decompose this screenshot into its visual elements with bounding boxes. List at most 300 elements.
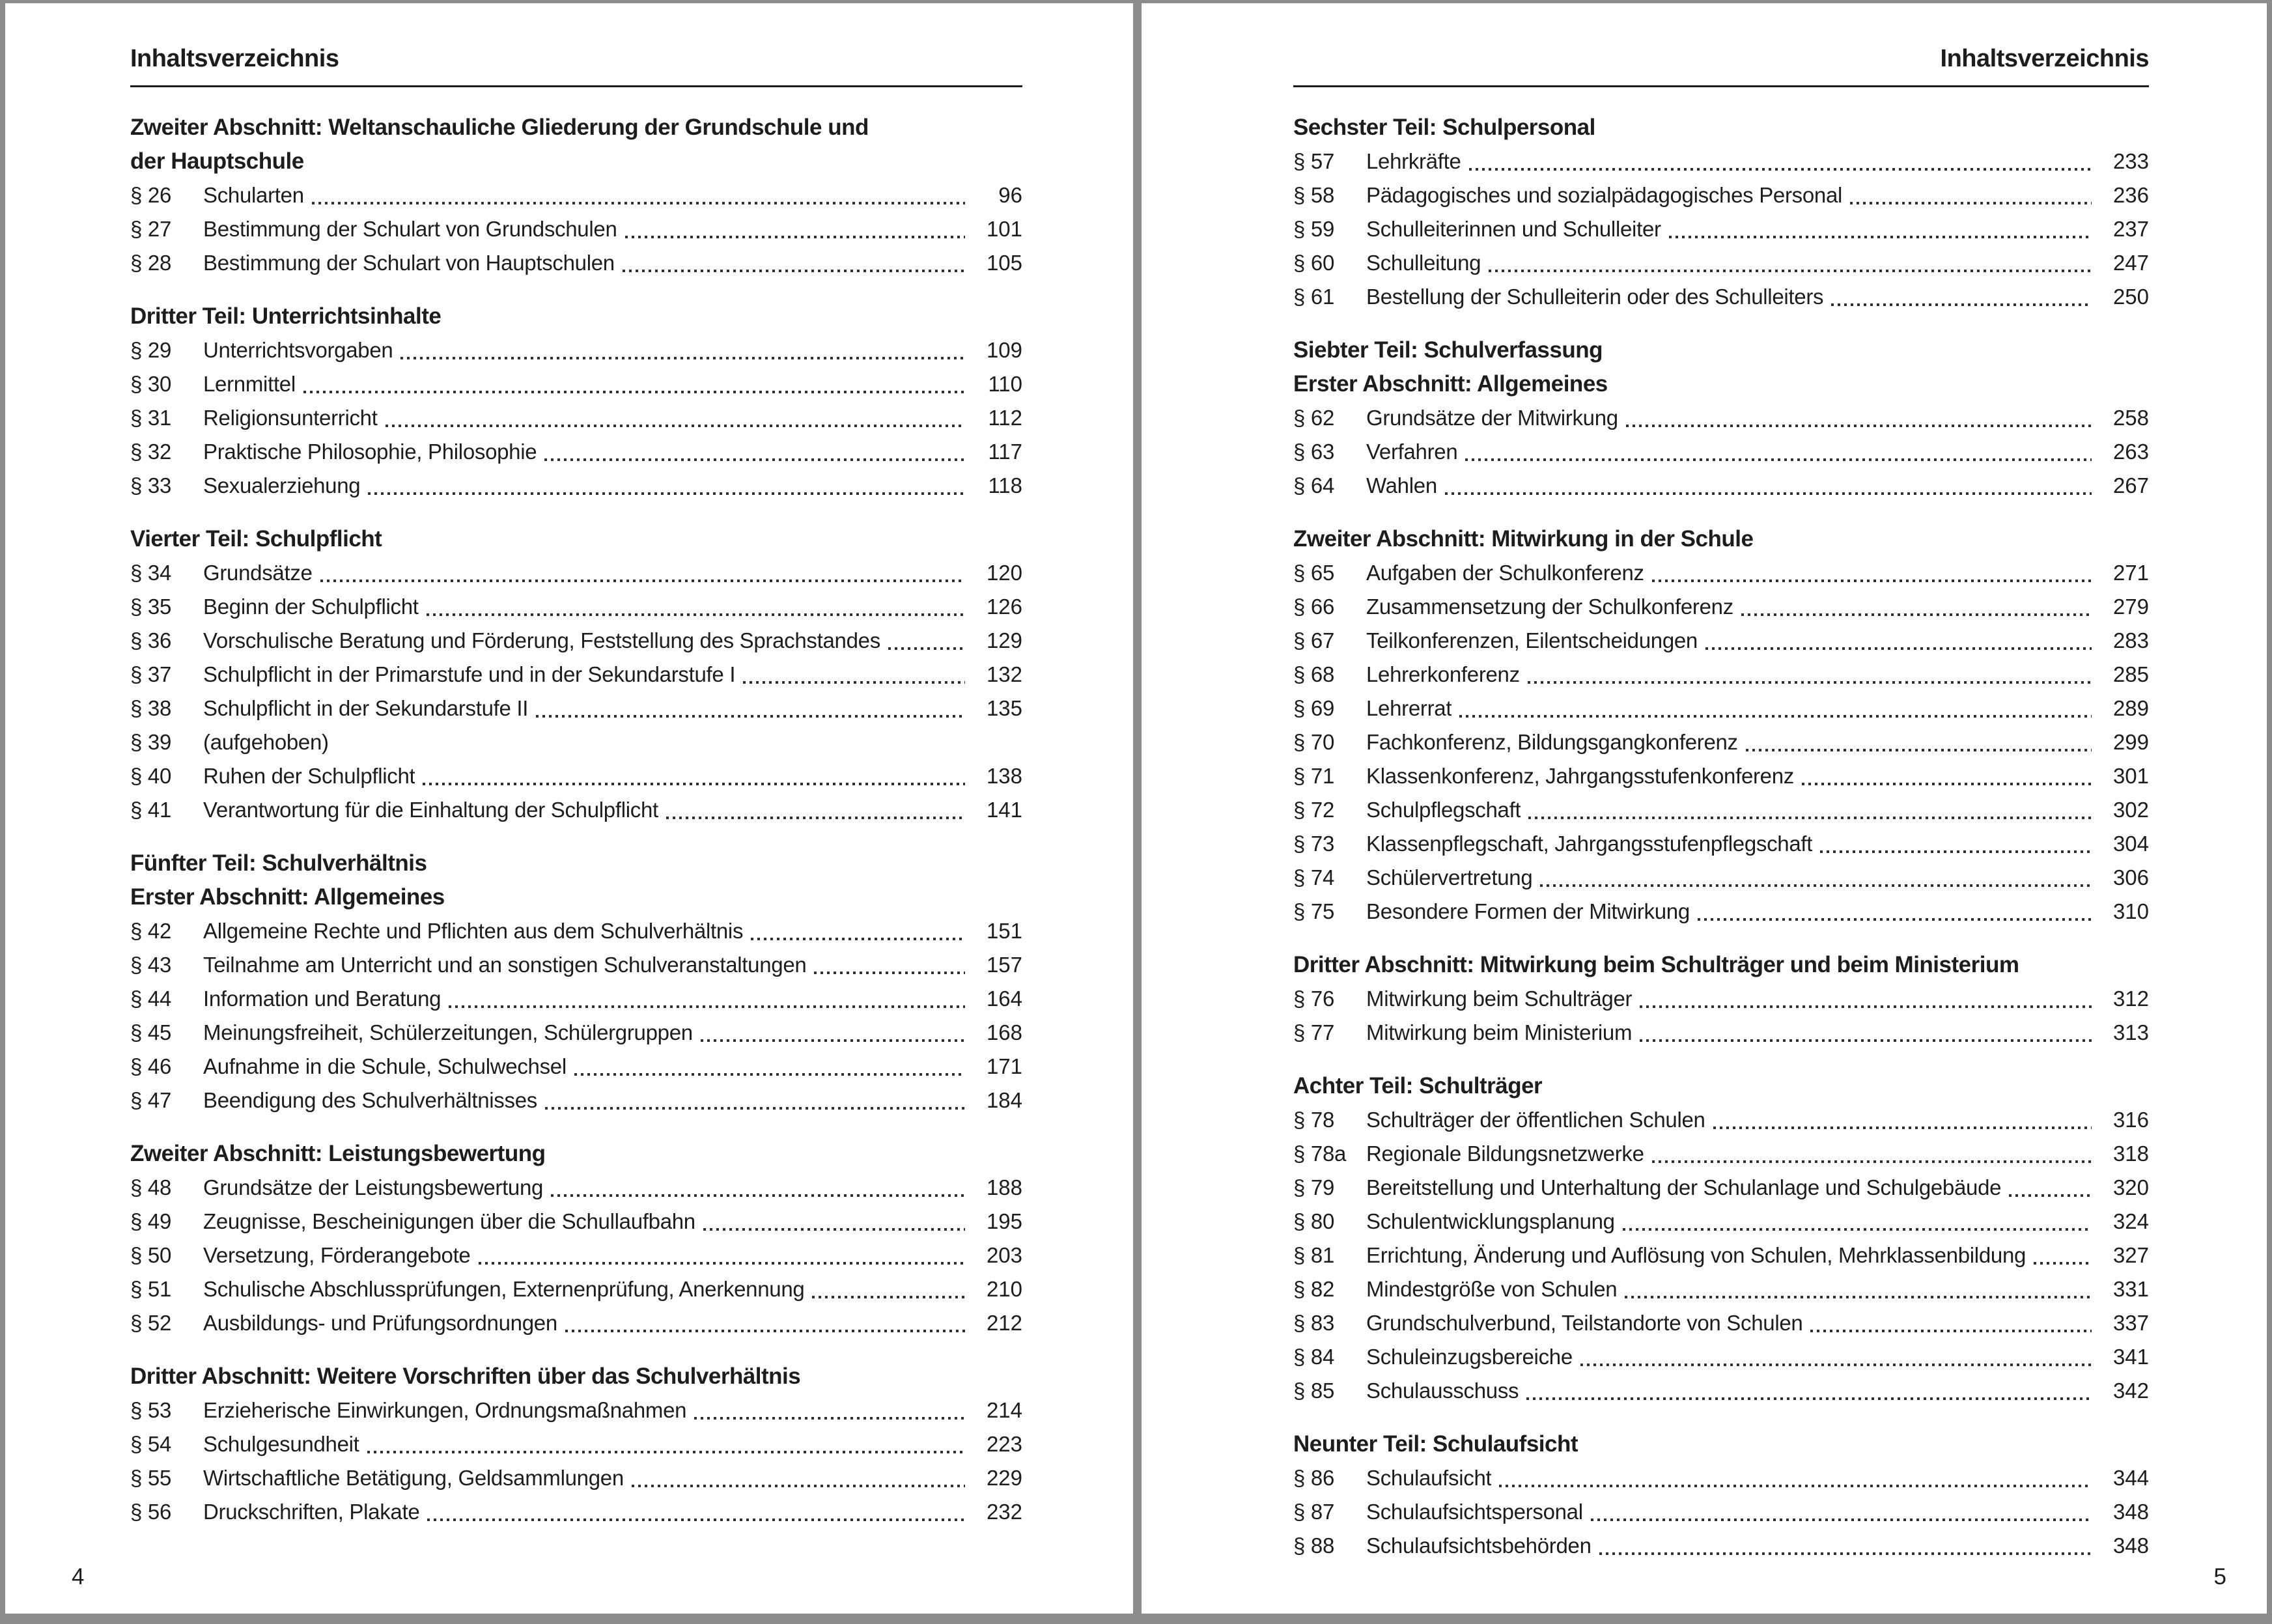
- toc-entry-paragraph: § 74: [1293, 865, 1335, 889]
- toc-entry-page: 299: [2112, 730, 2149, 754]
- toc-entry-page: 313: [2112, 1020, 2149, 1044]
- toc-entry-paragraph: § 60: [1293, 251, 1335, 275]
- toc-entry-paragraph: § 64: [1293, 473, 1335, 497]
- toc-entry-page: 118: [988, 473, 1022, 497]
- toc-entry-title: Errichtung, Änderung und Auflösung von Schulen, Mehrklassenbildung: [1366, 1243, 2027, 1267]
- toc-entry-title: Schulträger der öffentlichen Schulen: [1366, 1108, 1705, 1132]
- toc-entry: [130, 1205, 1022, 1239]
- toc-entry-title: (aufgehoben): [203, 730, 329, 754]
- toc-entry-page: 267: [2112, 473, 2149, 497]
- toc-entry-page: 126: [986, 595, 1022, 619]
- toc-dot-leader: [545, 1107, 965, 1110]
- toc-section-heading-line: Neunter Teil: Schulaufsicht: [1293, 1431, 1578, 1457]
- toc-entry-title: Mitwirkung beim Schulträger: [1366, 987, 1633, 1011]
- toc-entry-paragraph: § 78: [1293, 1108, 1335, 1132]
- toc-entry-paragraph: § 80: [1293, 1209, 1335, 1233]
- toc-entry-title: Regionale Bildungsnetzwerke: [1366, 1141, 1644, 1166]
- toc-entry: [130, 982, 1022, 1016]
- toc-section-entries: [1293, 1103, 2149, 1408]
- toc-entry-paragraph: § 45: [130, 1020, 172, 1044]
- toc-entry-title: Lehrkräfte: [1366, 149, 1461, 173]
- toc-dot-leader: [449, 1005, 965, 1008]
- toc-entry-title: Meinungsfreiheit, Schülerzeitungen, Schülergruppen: [203, 1020, 693, 1044]
- toc-entry-paragraph: § 77: [1293, 1020, 1335, 1044]
- toc-entry-paragraph: § 85: [1293, 1379, 1335, 1403]
- toc-entry: [130, 1272, 1022, 1306]
- toc-entry-title: Schularten: [203, 183, 304, 207]
- toc-entry-paragraph: § 38: [130, 696, 172, 720]
- toc-entry-paragraph: § 65: [1293, 561, 1335, 585]
- toc-entry-title: Erzieherische Einwirkungen, Ordnungsmaßnahmen: [203, 1398, 687, 1422]
- toc-dot-leader: [1499, 1485, 2092, 1487]
- toc-entry: [130, 367, 1022, 401]
- toc-entry-page: 212: [986, 1311, 1022, 1335]
- toc-section-entries: [1293, 1461, 2149, 1563]
- toc-section: [1293, 333, 2149, 503]
- toc-entry-paragraph: § 68: [1293, 662, 1335, 686]
- toc-entry-paragraph: § 35: [130, 595, 172, 619]
- toc-dot-leader: [1669, 236, 2092, 238]
- toc-section-entries: [1293, 556, 2149, 929]
- toc-dot-leader: [1465, 458, 2092, 461]
- header-rule: [1293, 85, 2149, 87]
- toc-dot-leader: [1850, 202, 2092, 204]
- toc-entry-page: 263: [2112, 440, 2149, 464]
- toc-dot-leader: [551, 1194, 965, 1197]
- toc-entry-page: 344: [2112, 1466, 2149, 1490]
- toc-entry: [130, 725, 1022, 759]
- toc-entry-page: 229: [986, 1466, 1022, 1490]
- toc-section: [130, 522, 1022, 827]
- header-rule: [130, 85, 1022, 87]
- toc-entry-paragraph: § 31: [130, 406, 172, 430]
- toc-section-heading-line: Siebter Teil: Schulverfassung: [1293, 337, 1603, 363]
- toc-entry-title: Besondere Formen der Mitwirkung: [1366, 899, 1690, 923]
- toc-dot-leader: [814, 972, 965, 974]
- toc-dot-leader: [2009, 1194, 2092, 1197]
- toc-entry-paragraph: § 26: [130, 183, 172, 207]
- toc-entry-page: 110: [988, 372, 1022, 396]
- toc-entry-title: Zusammensetzung der Schulkonferenz: [1366, 595, 1733, 619]
- toc-dot-leader: [666, 817, 965, 819]
- toc-entry: [1293, 982, 2149, 1016]
- toc-entry: [130, 469, 1022, 503]
- toc-entry-paragraph: § 55: [130, 1466, 172, 1490]
- toc-dot-leader: [703, 1228, 965, 1231]
- toc-entry-page: 348: [2112, 1500, 2149, 1524]
- toc-dot-leader: [1831, 303, 2092, 306]
- toc-entry-title: Beginn der Schulpflicht: [203, 595, 419, 619]
- toc-entry-page: 327: [2112, 1243, 2149, 1267]
- toc-section: [130, 111, 1022, 280]
- toc-section-heading: [1293, 333, 2149, 401]
- toc-entry-title: Praktische Philosophie, Philosophie: [203, 440, 537, 464]
- toc-entry: [130, 1306, 1022, 1340]
- toc-entry-page: 233: [2112, 149, 2149, 173]
- toc-dot-leader: [888, 647, 965, 650]
- toc-entry: [130, 624, 1022, 658]
- toc-dot-leader: [1741, 613, 2092, 616]
- toc-entry-page: 105: [986, 251, 1022, 275]
- toc-entry-paragraph: § 30: [130, 372, 172, 396]
- toc-dot-leader: [1599, 1552, 2092, 1555]
- toc-entry: [130, 1461, 1022, 1495]
- toc-entry-page: 289: [2112, 696, 2149, 720]
- toc-dot-leader: [1810, 1330, 2092, 1332]
- toc-sections: [1293, 111, 2149, 1563]
- toc-entry: [1293, 1495, 2149, 1529]
- toc-entry-title: Pädagogisches und sozialpädagogisches Personal: [1366, 183, 1843, 207]
- toc-section-heading: [1293, 1427, 2149, 1461]
- toc-dot-leader: [1526, 1397, 2092, 1400]
- toc-entry-title: Grundsätze der Leistungsbewertung: [203, 1175, 544, 1199]
- toc-entry-title: Teilkonferenzen, Eilentscheidungen: [1366, 628, 1698, 652]
- toc-entry-title: Aufnahme in die Schule, Schulwechsel: [203, 1054, 567, 1078]
- page-title: Inhaltsverzeichnis: [130, 45, 339, 72]
- toc-entry-page: 96: [998, 183, 1022, 207]
- toc-dot-leader: [1469, 168, 2092, 171]
- toc-entry: [1293, 1103, 2149, 1137]
- toc-entry: [1293, 178, 2149, 212]
- toc-dot-leader: [1652, 1160, 2092, 1163]
- toc-entry-page: 236: [2112, 183, 2149, 207]
- toc-section-heading: [130, 522, 1022, 556]
- toc-dot-leader: [427, 1519, 965, 1521]
- toc-entry-title: Allgemeine Rechte und Pflichten aus dem Schulverhältnis: [203, 919, 744, 943]
- page-number: 5: [2213, 1564, 2226, 1589]
- toc-section-heading-line: Vierter Teil: Schulpflicht: [130, 526, 382, 552]
- toc-entry-title: Verantwortung für die Einhaltung der Schulpflicht: [203, 798, 658, 822]
- toc-dot-leader: [694, 1417, 965, 1420]
- toc-entry-page: 135: [986, 696, 1022, 720]
- toc-entry-paragraph: § 34: [130, 561, 172, 585]
- toc-entry-title: Schulpflicht in der Primarstufe und in der Sekundarstufe I: [203, 662, 736, 686]
- toc-entry-title: Information und Beratung: [203, 987, 442, 1011]
- toc-dot-leader: [368, 492, 965, 495]
- toc-entry-paragraph: § 58: [1293, 183, 1335, 207]
- toc-entry: [130, 401, 1022, 435]
- toc-dot-leader: [632, 1485, 965, 1487]
- toc-entry-page: 283: [2112, 628, 2149, 652]
- toc-entry: [1293, 401, 2149, 435]
- toc-entry: [130, 759, 1022, 793]
- toc-entry-title: Klassenkonferenz, Jahrgangsstufenkonferenz: [1366, 764, 1794, 788]
- toc-entry: [1293, 590, 2149, 624]
- toc-entry: [1293, 861, 2149, 895]
- toc-entry-paragraph: § 44: [130, 987, 172, 1011]
- toc-entry: [1293, 1340, 2149, 1374]
- toc-entry-page: 188: [986, 1175, 1022, 1199]
- toc-entry-title: Sexualerziehung: [203, 473, 361, 497]
- toc-section: [130, 1360, 1022, 1529]
- toc-dot-leader: [1489, 270, 2092, 272]
- toc-entry-title: Lehrerrat: [1366, 696, 1452, 720]
- toc-entry-paragraph: § 57: [1293, 149, 1335, 173]
- toc-dot-leader: [1625, 1296, 2092, 1298]
- toc-section: [1293, 948, 2149, 1050]
- toc-entry: [130, 1050, 1022, 1084]
- toc-section-heading: [1293, 948, 2149, 982]
- toc-entry-paragraph: § 87: [1293, 1500, 1335, 1524]
- toc-entry-title: Druckschriften, Plakate: [203, 1500, 420, 1524]
- toc-entry-title: Ausbildungs- und Prüfungsordnungen: [203, 1311, 557, 1335]
- toc-entry: [130, 914, 1022, 948]
- toc-entry: [1293, 793, 2149, 827]
- toc-entry-paragraph: § 84: [1293, 1345, 1335, 1369]
- toc-dot-leader: [1445, 492, 2092, 495]
- toc-section: [1293, 1069, 2149, 1408]
- toc-entry-page: 129: [986, 628, 1022, 652]
- toc-entry: [1293, 1461, 2149, 1495]
- toc-entry-paragraph: § 50: [130, 1243, 172, 1267]
- toc-entry-page: 258: [2112, 406, 2149, 430]
- toc-entry-title: Schulische Abschlussprüfungen, Externenprüfung, Anerkennung: [203, 1277, 805, 1301]
- toc-dot-leader: [400, 357, 965, 359]
- toc-dot-leader: [320, 580, 965, 582]
- toc-dot-leader: [2034, 1262, 2092, 1265]
- toc-entry: [1293, 280, 2149, 314]
- toc-entry-title: Verfahren: [1366, 440, 1458, 464]
- toc-entry-paragraph: § 86: [1293, 1466, 1335, 1490]
- toc-entry-page: 316: [2112, 1108, 2149, 1132]
- toc-entry-title: Lernmittel: [203, 372, 296, 396]
- toc-entry-page: 320: [2112, 1175, 2149, 1199]
- toc-entry-paragraph: § 53: [130, 1398, 172, 1422]
- toc-entry-page: 342: [2112, 1379, 2149, 1403]
- toc-entry-page: 279: [2112, 595, 2149, 619]
- toc-entry: [1293, 1016, 2149, 1050]
- toc-entry-page: 109: [986, 338, 1022, 362]
- toc-section-entries: [130, 333, 1022, 503]
- toc-entry: [1293, 1239, 2149, 1272]
- toc-entry-title: Wirtschaftliche Betätigung, Geldsammlungen: [203, 1466, 624, 1490]
- toc-entry-page: 141: [986, 798, 1022, 822]
- toc-entry: [1293, 624, 2149, 658]
- toc-dot-leader: [1528, 681, 2092, 684]
- toc-section-heading: [1293, 522, 2149, 556]
- toc-entry-page: 184: [986, 1088, 1022, 1112]
- toc-entry: [1293, 1171, 2149, 1205]
- page-title: Inhaltsverzeichnis: [1940, 45, 2149, 72]
- toc-entry: [1293, 469, 2149, 503]
- page-number: 4: [72, 1564, 85, 1589]
- toc-entry-paragraph: § 52: [130, 1311, 172, 1335]
- toc-entry-paragraph: § 32: [130, 440, 172, 464]
- toc-entry-paragraph: § 47: [130, 1088, 172, 1112]
- toc-entry-paragraph: § 51: [130, 1277, 172, 1301]
- toc-section-entries: [130, 556, 1022, 827]
- toc-entry-title: Versetzung, Förderangebote: [203, 1243, 471, 1267]
- toc-section-heading-line: Dritter Abschnitt: Mitwirkung beim Schulträger und beim Ministerium: [1293, 952, 2019, 977]
- toc-entry-paragraph: § 28: [130, 251, 172, 275]
- toc-entry: [130, 435, 1022, 469]
- toc-entry: [1293, 692, 2149, 725]
- toc-entry-paragraph: § 40: [130, 764, 172, 788]
- toc-dot-leader: [367, 1451, 965, 1453]
- toc-dot-leader: [1820, 850, 2092, 853]
- toc-section-heading-line: Achter Teil: Schulträger: [1293, 1073, 1543, 1099]
- toc-entry-page: 232: [986, 1500, 1022, 1524]
- toc-entry-page: 271: [2112, 561, 2149, 585]
- toc-section-heading: [130, 300, 1022, 333]
- toc-entry-paragraph: § 73: [1293, 832, 1335, 856]
- toc-entry-paragraph: § 41: [130, 798, 172, 822]
- toc-entry-title: Mitwirkung beim Ministerium: [1366, 1020, 1633, 1044]
- toc-entry: [1293, 435, 2149, 469]
- toc-entry: [130, 1171, 1022, 1205]
- toc-dot-leader: [1802, 783, 2092, 785]
- toc-entry-title: Grundsätze der Mitwirkung: [1366, 406, 1618, 430]
- toc-entry-paragraph: § 70: [1293, 730, 1335, 754]
- toc-dot-leader: [1640, 1039, 2092, 1042]
- toc-entry-paragraph: § 63: [1293, 440, 1335, 464]
- toc-section-heading-line: Zweiter Abschnitt: Weltanschauliche Gliederung der Grundschule und: [130, 115, 869, 140]
- toc-entry-title: Ruhen der Schulpflicht: [203, 764, 415, 788]
- toc-section-heading: [130, 111, 1022, 178]
- toc-dot-leader: [1459, 715, 2092, 718]
- toc-dot-leader: [623, 270, 965, 272]
- toc-entry-title: Bestimmung der Schulart von Hauptschulen: [203, 251, 615, 275]
- toc-entry: [1293, 1205, 2149, 1239]
- toc-section-heading-line: Sechster Teil: Schulpersonal: [1293, 115, 1595, 140]
- toc-entry-page: 312: [2112, 987, 2149, 1011]
- toc-section-heading-line: Erster Abschnitt: Allgemeines: [130, 884, 445, 910]
- toc-section-heading-line: Dritter Abschnitt: Weitere Vorschriften über das Schulverhältnis: [130, 1364, 801, 1389]
- toc-entry-title: Schuleinzugsbereiche: [1366, 1345, 1573, 1369]
- toc-entry-page: 348: [2112, 1533, 2149, 1558]
- toc-entry: [130, 1495, 1022, 1529]
- toc-sections: [130, 111, 1022, 1529]
- toc-entry-paragraph: § 88: [1293, 1533, 1335, 1558]
- toc-dot-leader: [1623, 1228, 2092, 1231]
- toc-entry-paragraph: § 62: [1293, 406, 1335, 430]
- toc-section-entries: [130, 178, 1022, 280]
- toc-entry: [130, 556, 1022, 590]
- toc-entry-page: 214: [986, 1398, 1022, 1422]
- toc-entry-paragraph: § 78a: [1293, 1141, 1347, 1166]
- toc-entry-title: Religionsunterricht: [203, 406, 378, 430]
- toc-entry-paragraph: § 69: [1293, 696, 1335, 720]
- toc-entry-page: 341: [2112, 1345, 2149, 1369]
- toc-section-entries: [130, 1393, 1022, 1529]
- toc-entry-page: 120: [986, 561, 1022, 585]
- toc-entry: [1293, 1137, 2149, 1171]
- toc-entry: [1293, 759, 2149, 793]
- toc-entry-page: 223: [986, 1432, 1022, 1456]
- toc-dot-leader: [1640, 1005, 2092, 1008]
- toc-entry: [130, 793, 1022, 827]
- toc-dot-leader: [423, 783, 965, 785]
- toc-entry-paragraph: § 54: [130, 1432, 172, 1456]
- toc-entry-paragraph: § 83: [1293, 1311, 1335, 1335]
- toc-entry-title: Schulleiterinnen und Schulleiter: [1366, 217, 1661, 241]
- toc-entry-page: 331: [2112, 1277, 2149, 1301]
- toc-section: [1293, 111, 2149, 314]
- toc-entry-paragraph: § 59: [1293, 217, 1335, 241]
- toc-entry-page: 306: [2112, 865, 2149, 889]
- toc-entry-paragraph: § 82: [1293, 1277, 1335, 1301]
- toc-dot-leader: [1580, 1364, 2092, 1366]
- toc-entry: [1293, 246, 2149, 280]
- toc-entry: [130, 658, 1022, 692]
- toc-entry: [1293, 145, 2149, 178]
- toc-entry-page: 132: [986, 662, 1022, 686]
- toc-section-heading-line: Dritter Teil: Unterrichtsinhalte: [130, 303, 442, 329]
- toc-dot-leader: [1705, 647, 2092, 650]
- toc-entry-paragraph: § 79: [1293, 1175, 1335, 1199]
- toc-entry: [130, 1427, 1022, 1461]
- toc-section-heading-line: Erster Abschnitt: Allgemeines: [1293, 371, 1608, 397]
- toc-entry: [1293, 1306, 2149, 1340]
- toc-entry-title: Fachkonferenz, Bildungsgangkonferenz: [1366, 730, 1738, 754]
- toc-dot-leader: [1746, 749, 2092, 751]
- toc-entry-title: Vorschulische Beratung und Förderung, Feststellung des Sprachstandes: [203, 628, 880, 652]
- toc-entry-page: 195: [986, 1209, 1022, 1233]
- toc-section-heading: [130, 1137, 1022, 1171]
- toc-section-heading-line: Fünfter Teil: Schulverhältnis: [130, 850, 427, 876]
- left-page: [5, 3, 1133, 1614]
- toc-entry-page: 237: [2112, 217, 2149, 241]
- toc-dot-leader: [1652, 580, 2092, 582]
- toc-entry-page: 302: [2112, 798, 2149, 822]
- toc-entry: [130, 178, 1022, 212]
- toc-section-heading-line: Zweiter Abschnitt: Mitwirkung in der Schule: [1293, 526, 1754, 552]
- toc-entry-title: Schulaufsichtspersonal: [1366, 1500, 1583, 1524]
- toc-entry-page: 157: [986, 953, 1022, 977]
- toc-entry-page: 151: [986, 919, 1022, 943]
- toc-entry-title: Aufgaben der Schulkonferenz: [1366, 561, 1644, 585]
- toc-section-heading: [130, 847, 1022, 914]
- toc-entry-page: 101: [986, 217, 1022, 241]
- toc-entry: [130, 1016, 1022, 1050]
- toc-entry-title: Bereitstellung und Unterhaltung der Schulanlage und Schulgebäude: [1366, 1175, 2002, 1199]
- toc-entry-paragraph: § 29: [130, 338, 172, 362]
- toc-dot-leader: [303, 391, 965, 393]
- toc-entry-page: 318: [2112, 1141, 2149, 1166]
- toc-entry-title: Schülervertretung: [1366, 865, 1533, 889]
- toc-entry: [1293, 1374, 2149, 1408]
- toc-entry: [1293, 658, 2149, 692]
- toc-entry-paragraph: § 71: [1293, 764, 1335, 788]
- toc-section-heading-line: Zweiter Abschnitt: Leistungsbewertung: [130, 1141, 546, 1166]
- toc-entry-page: 168: [986, 1020, 1022, 1044]
- toc-entry-page: 138: [986, 764, 1022, 788]
- toc-section-heading-line: der Hauptschule: [130, 148, 304, 174]
- toc-entry-title: Wahlen: [1366, 473, 1437, 497]
- toc-entry-paragraph: § 39: [130, 730, 172, 754]
- toc-dot-leader: [1540, 884, 2092, 887]
- toc-entry-title: Grundschulverbund, Teilstandorte von Schulen: [1366, 1311, 1803, 1335]
- toc-entry-page: 117: [988, 440, 1022, 464]
- toc-dot-leader: [386, 425, 965, 427]
- toc-entry: [130, 948, 1022, 982]
- toc-entry-paragraph: § 76: [1293, 987, 1335, 1011]
- toc-entry-page: 285: [2112, 662, 2149, 686]
- toc-dot-leader: [312, 202, 965, 204]
- toc-entry-page: 164: [986, 987, 1022, 1011]
- toc-entry-title: Unterrichtsvorgaben: [203, 338, 393, 362]
- toc-entry-title: Mindestgröße von Schulen: [1366, 1277, 1618, 1301]
- toc-entry-page: 250: [2112, 285, 2149, 309]
- toc-entry: [130, 1393, 1022, 1427]
- toc-entry-paragraph: § 27: [130, 217, 172, 241]
- toc-dot-leader: [544, 458, 965, 461]
- toc-dot-leader: [479, 1262, 966, 1265]
- toc-entry-paragraph: § 75: [1293, 899, 1335, 923]
- toc-section-heading: [1293, 111, 2149, 145]
- toc-section: [130, 1137, 1022, 1340]
- toc-dot-leader: [574, 1073, 965, 1076]
